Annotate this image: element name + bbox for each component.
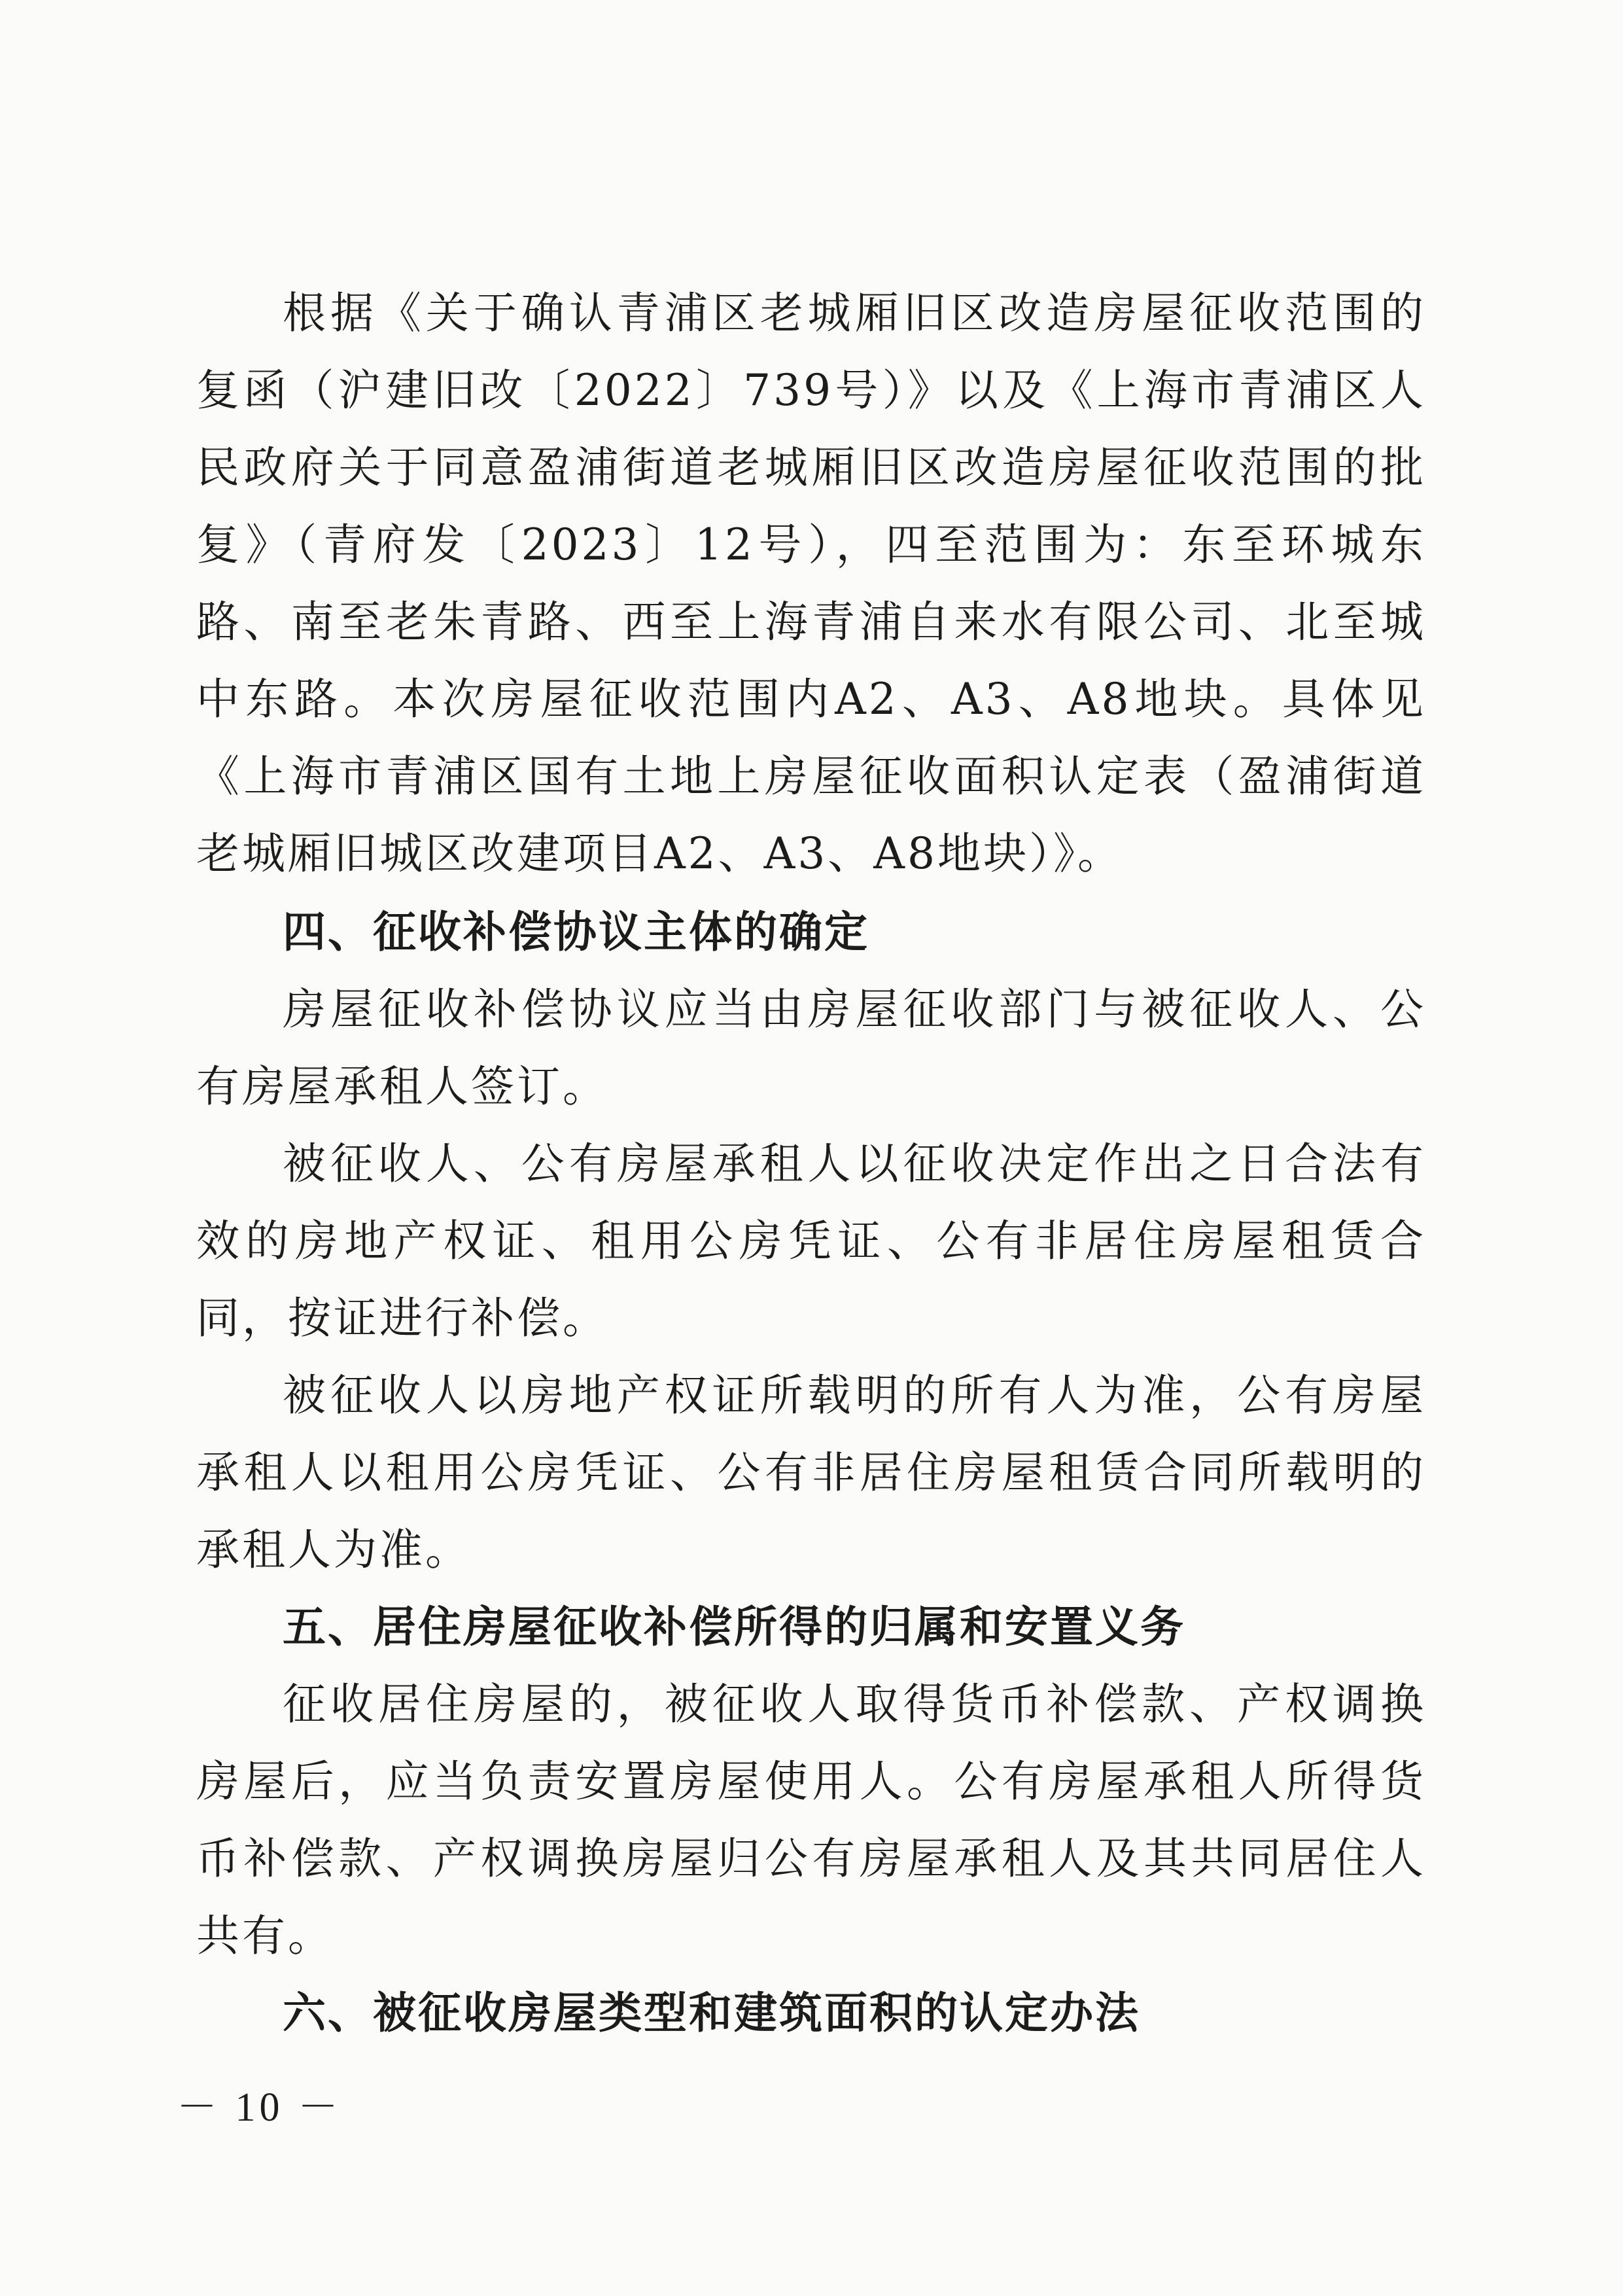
paragraph-agreement-parties: 房屋征收补偿协议应当由房屋征收部门与被征收人、公有房屋承租人签订。 [196, 984, 1426, 1112]
heading-section-6: 六、被征收房屋类型和建筑面积的认定办法 [283, 1988, 1140, 2038]
page-number: － 10 － [177, 2085, 343, 2130]
paragraph-resettlement: 征收居住房屋的，被征收人取得货币补偿款、产权调换房屋后，应当负责安置房屋使用人。公有房屋承租人所得货币补偿款、产权调换房屋归公有房屋承租人及其共同居住人共有。 [196, 1679, 1426, 1961]
paragraph-owner-definition: 被征收人以房地产权证所载明的所有人为准，公有房屋承租人以租用公房凭证、公有非居住房屋租赁合同所载明的承租人为准。 [196, 1370, 1426, 1575]
body-text [196, 275, 1426, 2052]
paragraph-compensation-basis: 被征收人、公有房屋承租人以征收决定作出之日合法有效的房地产权证、租用公房凭证、公有非居住房屋租赁合同，按证进行补偿。 [196, 1139, 1426, 1343]
heading-section-4: 四、征收补偿协议主体的确定 [283, 907, 869, 957]
heading-section-5: 五、居住房屋征收补偿所得的归属和安置义务 [283, 1602, 1185, 1652]
paragraph-scope: 根据《关于确认青浦区老城厢旧区改造房屋征收范围的复函（沪建旧改〔2022〕739号）》以及《上海市青浦区人民政府关于同意盈浦街道老城厢旧区改造房屋征收范围的批复》（青府发〔2023〕12号），四至范围为：东至环城东路、南至老朱青路、西至上海青浦自来水有限公司、北至城中东路。本次房屋征收范围内A2、A3、A8地块。具体见《上海市青浦区国有土地上房屋征收面积认定表（盈浦街道老城厢旧城区改建项目A2、A3、A8地块）》。 [196, 288, 1426, 879]
